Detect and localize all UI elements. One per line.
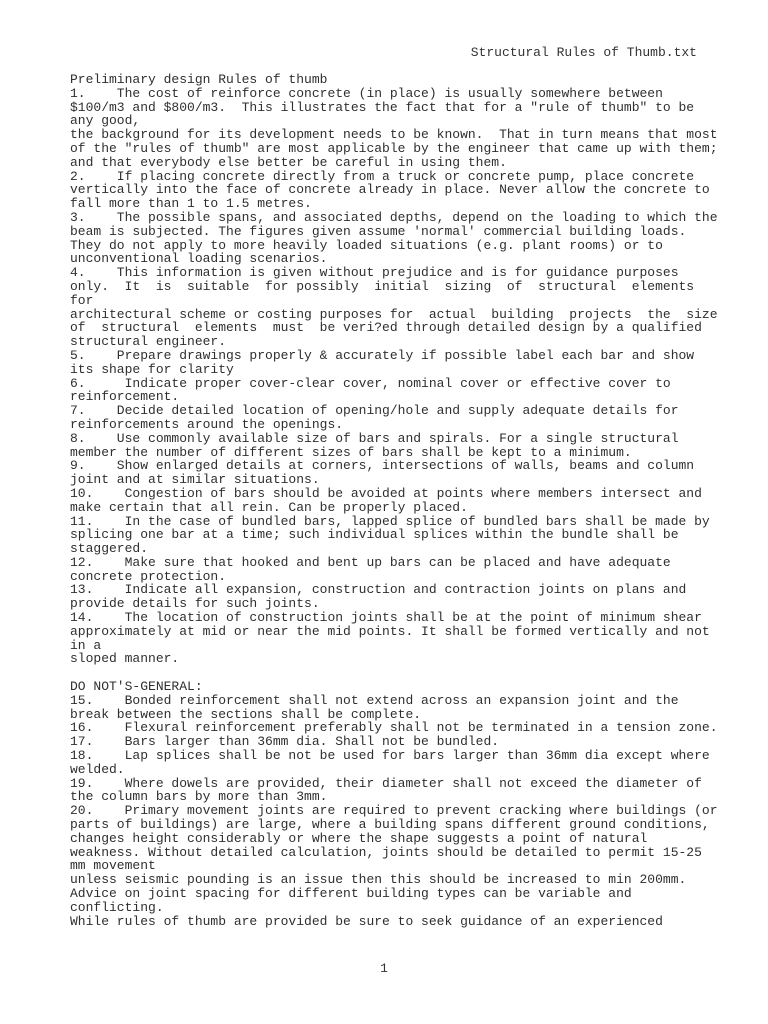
text-line: 19. Where dowels are provided, their diameter shall not exceed the diameter of <box>70 775 702 791</box>
text-line: While rules of thumb are provided be sure to seek guidance of an experienced <box>70 913 663 929</box>
text-line: mm movement <box>70 858 156 874</box>
text-line: make certain that all rein. Can be properly placed. <box>70 499 468 515</box>
text-line: in a <box>70 637 102 653</box>
text-line: 18. Lap splices shall be not be used for bars larger than 36mm dia except where <box>70 748 710 764</box>
text-line: splicing one bar at a time; such individual splices within the bundle shall be <box>70 527 679 543</box>
text-line: Preliminary design Rules of thumb <box>70 72 328 87</box>
text-line: 4. This information is given without prejudice and is for guidance purposes <box>70 265 679 281</box>
text-line: changes height considerably or where the shape suggests a point of natural <box>70 830 648 846</box>
document-header-title: Structural Rules of Thumb.txt <box>470 45 697 60</box>
text-line: Advice on joint spacing for different building types can be variable and <box>70 886 632 902</box>
text-line: of the "rules of thumb" are most applicable by the engineer that came up with them; <box>70 140 718 156</box>
text-line: approximately at mid or near the mid points. It shall be formed vertically and not <box>70 623 710 639</box>
text-line: sloped manner. <box>70 651 180 667</box>
text-line: 12. Make sure that hooked and bent up bars can be placed and have adequate <box>70 554 671 570</box>
text-line: 15. Bonded reinforcement shall not extend across an expansion joint and the <box>70 692 679 708</box>
text-line: only. It is suitable for possibly initial sizing of structural elements <box>70 278 695 294</box>
text-line: joint and at similar situations. <box>70 472 320 488</box>
text-line: 11. In the case of bundled bars, lapped splice of bundled bars shall be made by <box>70 513 710 529</box>
text-line: They do not apply to more heavily loaded situations (e.g. plant rooms) or to <box>70 237 663 253</box>
text-line: staggered. <box>70 541 149 557</box>
text-line: DO NOT'S-GENERAL: <box>70 679 203 695</box>
text-line: provide details for such joints. <box>70 596 320 612</box>
text-line: its shape for clarity <box>70 361 234 377</box>
text-line: 1. The cost of reinforce concrete (in place) is usually somewhere between <box>70 85 663 101</box>
text-line: weakness. Without detailed calculation, joints should be detailed to permit 15-25 <box>70 844 702 860</box>
text-line: 10. Congestion of bars should be avoided at points where members intersect and <box>70 485 702 501</box>
text-line: reinforcements around the openings. <box>70 416 344 432</box>
text-line: 6. Indicate proper cover-clear cover, nominal cover or effective cover to <box>70 375 671 391</box>
text-line: reinforcement. <box>70 389 180 405</box>
text-line: 16. Flexural reinforcement preferably shall not be terminated in a tension zone. <box>70 720 718 736</box>
text-line: vertically into the face of concrete already in place. Never allow the concrete to <box>70 182 710 198</box>
text-line: unless seismic pounding is an issue then this should be increased to min 200mm. <box>70 872 687 888</box>
text-line: $100/m3 and $800/m3. This illustrates the fact that for a "rule of thumb" to be <box>70 99 695 115</box>
text-line: the background for its development needs to be known. That in turn means that most <box>70 127 718 143</box>
text-line: conflicting. <box>70 899 164 915</box>
text-line: concrete protection. <box>70 568 227 584</box>
text-line: 3. The possible spans, and associated depths, depend on the loading to which the <box>70 209 718 225</box>
text-line: 8. Use commonly available size of bars and spirals. For a single structural <box>70 430 679 446</box>
text-line: any good, <box>70 113 141 129</box>
text-line: parts of buildings) are large, where a building spans different ground conditions, <box>70 817 710 833</box>
text-line: for <box>70 292 94 308</box>
text-line: unconventional loading scenarios. <box>70 251 328 267</box>
page-number: 1 <box>380 961 388 976</box>
text-line: the column bars by more than 3mm. <box>70 789 328 805</box>
text-line: 20. Primary movement joints are required to prevent cracking where buildings (or <box>70 803 718 819</box>
text-line: beam is subjected. The figures given assume 'normal' commercial building loads. <box>70 223 687 239</box>
text-line: fall more than 1 to 1.5 metres. <box>70 196 312 212</box>
text-line: 7. Decide detailed location of opening/hole and supply adequate details for <box>70 403 679 419</box>
text-line: welded. <box>70 761 125 777</box>
text-line: member the number of different sizes of bars shall be kept to a minimum. <box>70 444 632 460</box>
text-line: of structural elements must be veri?ed through detailed design by a qualified <box>70 320 702 336</box>
text-line: architectural scheme or costing purposes for actual building projects the size <box>70 306 718 322</box>
text-line: 17. Bars larger than 36mm dia. Shall not be bundled. <box>70 734 500 750</box>
text-line <box>70 666 700 680</box>
text-line: 9. Show enlarged details at corners, intersections of walls, beams and column <box>70 458 695 474</box>
text-line: break between the sections shall be complete. <box>70 706 422 722</box>
document-body <box>70 72 718 929</box>
text-line: and that everybody else better be careful in using them. <box>70 154 507 170</box>
text-line: structural engineer. <box>70 334 227 350</box>
text-line: 2. If placing concrete directly from a truck or concrete pump, place concrete <box>70 168 695 184</box>
text-line: 5. Prepare drawings properly & accurately if possible label each bar and show <box>70 347 695 363</box>
text-line: 13. Indicate all expansion, construction and contraction joints on plans and <box>70 582 687 598</box>
text-line: 14. The location of construction joints shall be at the point of minimum shear <box>70 610 702 626</box>
